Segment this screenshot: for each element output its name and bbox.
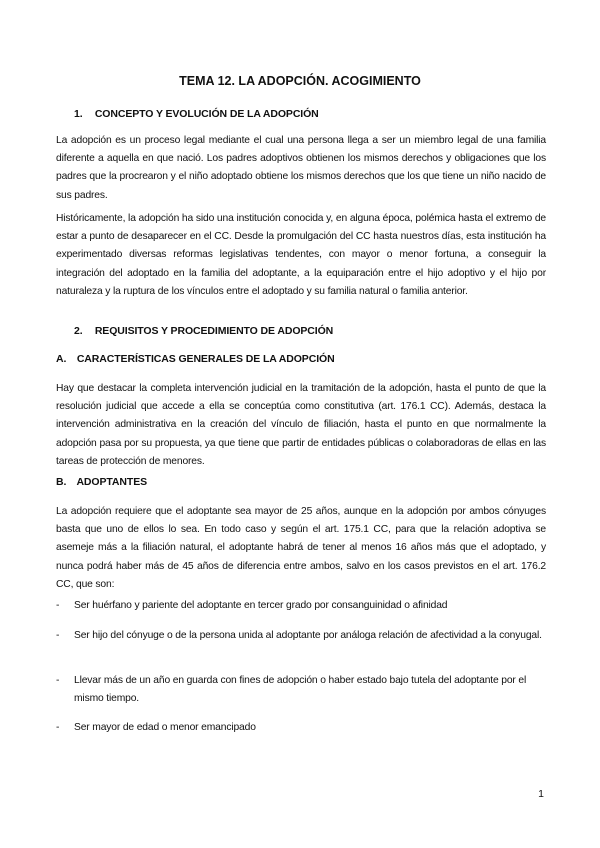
section-a-paragraph-1: Hay que destacar la completa intervención judicial en la tramitación de la adopción, hasta el punto de que la resolución judicial que accede a ella se conceptúa como constitutiva (art. 176.1 CC). Además, destaca la intervención administrativa en la creación del vínculo de filiación, hasta el punto en que normalmente la adopción pasa por su propuesta, ya que tiene que partir de entidades públicas o colaboradoras de ellas en las tareas de protección de menores.: [56, 383, 546, 467]
section-2-number: 2.: [74, 325, 83, 337]
section-2-heading: [74, 325, 333, 337]
list-item: [56, 627, 546, 645]
section-b-paragraph-1: La adopción requiere que el adoptante sea mayor de 25 años, aunque en la adopción por ambos cónyuges basta que uno de ellos lo sea. En todo caso y según el art. 175.1 CC, para que la relación adoptiva se asemeje más a la filiación natural, el adoptante habrá de tener al menos 16 años más que el adoptado, y nunca podrá haber más de 45 años de diferencia entre ambos, salvo en los casos previstos en el art. 176.2 CC, que son:: [56, 506, 546, 590]
list-item-text: Ser huérfano y pariente del adoptante en tercer grado por consanguinidad o afinidad: [74, 600, 448, 611]
section-a-heading: [56, 353, 335, 365]
section-1-number: 1.: [74, 108, 83, 120]
page-number: 1: [538, 788, 544, 800]
section-1-heading: [74, 108, 319, 120]
section-2-title: REQUISITOS Y PROCEDIMIENTO DE ADOPCIÓN: [94, 325, 334, 337]
list-item: [56, 719, 546, 737]
section-1-title: CONCEPTO Y EVOLUCIÓN DE LA ADOPCIÓN: [94, 108, 319, 120]
bullet-dash: -: [56, 675, 60, 686]
list-item-text: Llevar más de un año en guarda con fines de adopción o haber estado bajo tutela del adoptante por el mismo tiempo.: [74, 675, 527, 704]
list-item-text: Ser mayor de edad o menor emancipado: [74, 722, 256, 733]
section-a-title: CARACTERÍSTICAS GENERALES DE LA ADOPCIÓN: [76, 353, 335, 365]
list-item-text: Ser hijo del cónyuge o de la persona unida al adoptante por análoga relación de afectividad a la conyugal.: [74, 630, 542, 641]
section-1-paragraph-2: Históricamente, la adopción ha sido una institución conocida y, en alguna época, polémica hasta el extremo de estar a punto de desaparecer en el CC. Desde la promulgación del CC hasta nuestros días, esta institución ha experimentado diversas reformas legislativas tendentes, con mayor o menor fortuna, a conseguir la integración del adoptado en la familia del adoptante, a la equiparación entre el hijo adoptivo y el hijo por naturaleza y la ruptura de los vínculos entre el adoptado y su familia natural o familia anterior.: [56, 213, 546, 297]
section-1-paragraph-1: La adopción es un proceso legal mediante el cual una persona llega a ser un miembro legal de una familia diferente a aquella en que nació. Los padres adoptivos obtienen los mismos derechos y obligaciones que los padres que la procrearon y el niño adoptado obtiene los mismos derechos que los que tiene un niño nacido de sus padres.: [56, 135, 546, 201]
list-item: [56, 597, 546, 615]
bullet-dash: -: [56, 630, 60, 641]
section-b-title: ADOPTANTES: [76, 476, 147, 488]
document-title: TEMA 12. LA ADOPCIÓN. ACOGIMIENTO: [179, 74, 421, 88]
section-b-heading: [56, 476, 147, 488]
list-item: [56, 672, 546, 708]
section-b-letter: B.: [56, 476, 67, 488]
bullet-dash: -: [56, 600, 60, 611]
bullet-dash: -: [56, 722, 60, 733]
section-a-letter: A.: [56, 353, 67, 365]
